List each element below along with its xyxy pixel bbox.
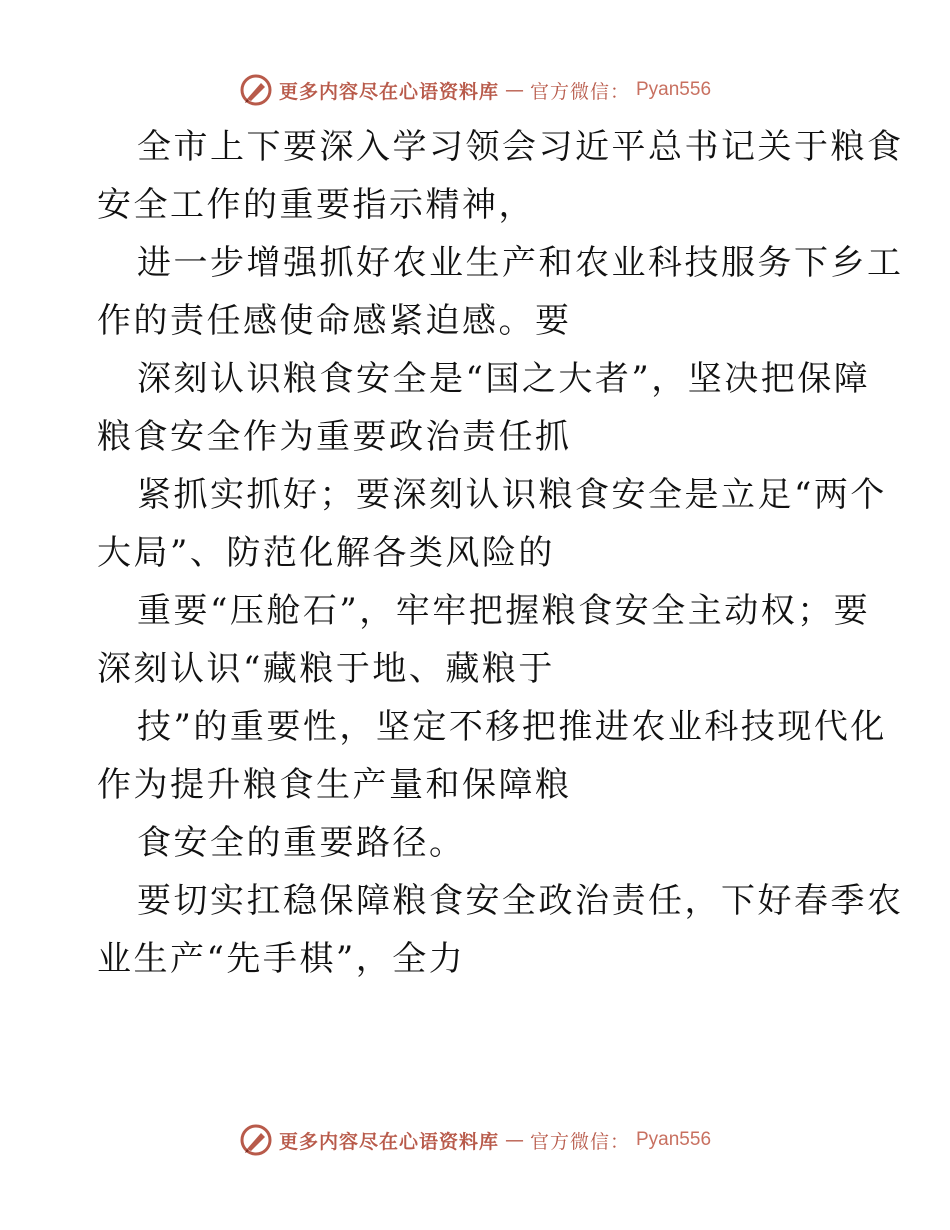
paragraph-line: 粮食安全作为重要政治责任抓 — [97, 417, 572, 457]
paragraph-5 — [97, 582, 871, 698]
paragraph-line: 技”的重要性，坚定不移把推进农业科技现代化 — [137, 707, 887, 747]
paragraph-line: 作为提升粮食生产量和保障粮 — [97, 765, 572, 805]
footer-watermark — [0, 1120, 950, 1160]
footer-wechat-label: 官方微信： — [529, 1130, 630, 1153]
paragraph-line: 大局”、防范化解各类风险的 — [97, 533, 555, 573]
paragraph-line: 重要“压舱石”，牢牢把握粮食安全主动权；要 — [137, 591, 871, 631]
header-watermark — [0, 70, 950, 110]
pen-logo-icon — [239, 1123, 273, 1157]
header-separator: — — [504, 79, 524, 101]
paragraph-2 — [97, 234, 904, 350]
paragraph-line: 深刻认识“藏粮于地、藏粮于 — [97, 649, 555, 689]
footer-separator: — — [504, 1129, 524, 1151]
paragraph-line: 食安全的重要路径。 — [137, 823, 466, 863]
footer-wechat-id: Pyan556 — [636, 1129, 712, 1150]
paragraph-line: 全市上下要深入学习领会习近平总书记关于粮食 — [137, 127, 904, 167]
paragraph-line: 业生产“先手棋”，全力 — [97, 939, 466, 979]
paragraph-line: 紧抓实抓好；要深刻认识粮食安全是立足“两个 — [137, 475, 887, 515]
header-wechat-label: 官方微信： — [529, 80, 630, 103]
paragraph-line: 安全工作的重要指示精神， — [97, 185, 535, 225]
document-body — [97, 118, 904, 988]
paragraph-1 — [97, 118, 904, 234]
paragraph-line: 进一步增强抓好农业生产和农业科技服务下乡工 — [137, 243, 904, 283]
paragraph-7 — [97, 814, 857, 872]
footer-brand-text: 更多内容尽在心语资料库 — [278, 1130, 499, 1153]
header-brand-text: 更多内容尽在心语资料库 — [278, 80, 499, 103]
paragraph-4 — [97, 466, 887, 582]
paragraph-line: 深刻认识粮食安全是“国之大者”，坚决把保障 — [137, 359, 871, 399]
paragraph-line: 作的责任感使命感紧迫感。要 — [97, 301, 572, 341]
paragraph-6 — [97, 698, 887, 814]
paragraph-8 — [97, 872, 904, 988]
header-wechat-id: Pyan556 — [636, 79, 712, 100]
paragraph-line: 要切实扛稳保障粮食安全政治责任，下好春季农 — [137, 881, 904, 921]
paragraph-3 — [97, 350, 871, 466]
pen-logo-icon — [239, 73, 273, 107]
